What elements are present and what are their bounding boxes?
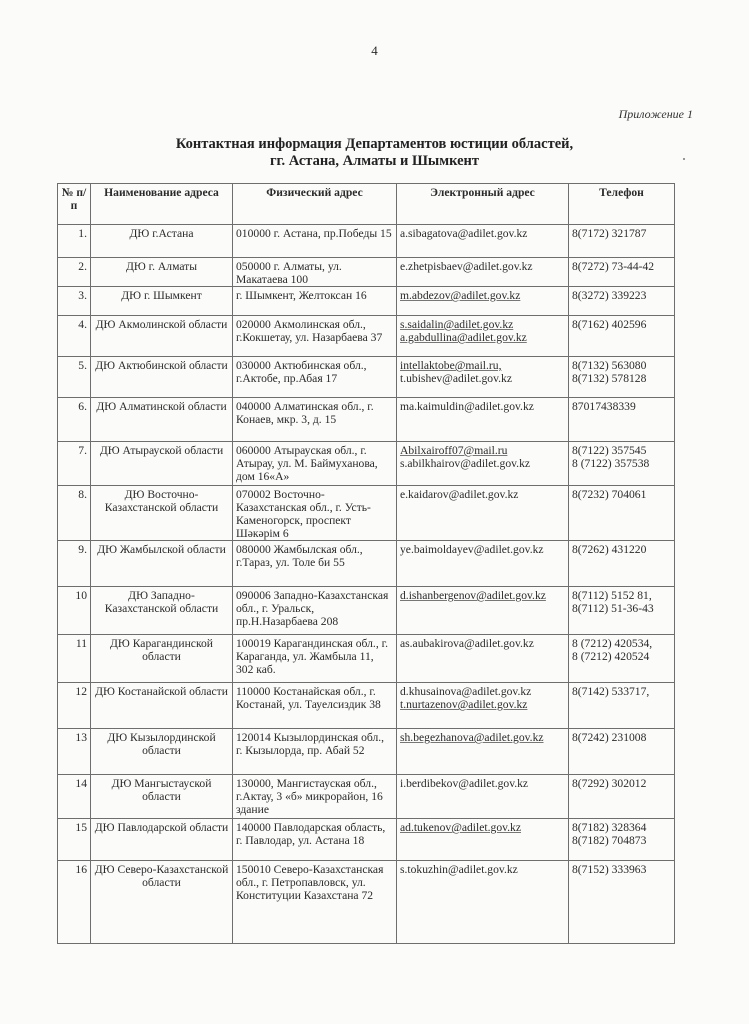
email-link[interactable]: t.nurtazenov@adilet.gov.kz <box>400 698 528 711</box>
physical-address: 030000 Актюбинская обл., г.Актобе, пр.Абая 17 <box>233 357 397 398</box>
department-name: ДЮ Западно-Казахстанской области <box>91 587 233 635</box>
email-link: i.berdibekov@adilet.gov.kz <box>400 777 529 790</box>
phone-cell <box>569 541 675 587</box>
phone-number: 8(7262) 431220 <box>572 543 647 556</box>
physical-address: 080000 Жамбылская обл., г.Тараз, ул. Толе би 55 <box>233 541 397 587</box>
phone-cell <box>569 398 675 442</box>
department-name: ДЮ г. Шымкент <box>91 287 233 316</box>
phone-number: 8(7172) 321787 <box>572 227 647 240</box>
phone-cell <box>569 861 675 944</box>
email-link[interactable]: ad.tukenov@adilet.gov.kz <box>400 821 521 834</box>
department-name: ДЮ Павлодарской области <box>91 819 233 861</box>
email-link[interactable]: a.gabdullina@adilet.gov.kz <box>400 331 527 344</box>
row-number: 4. <box>58 316 91 357</box>
row-number: 5. <box>58 357 91 398</box>
phone-cell <box>569 819 675 861</box>
phone-cell <box>569 442 675 486</box>
email-link[interactable]: s.saidalin@adilet.gov.kz <box>400 318 514 331</box>
contacts-table <box>57 183 675 944</box>
phone-number: 8(7242) 231008 <box>572 731 647 744</box>
phone-number: 8(7132) 578128 <box>572 372 647 385</box>
email-cell <box>397 775 569 819</box>
table-row <box>58 258 675 287</box>
page-number: 4 <box>371 43 378 58</box>
scan-speck <box>683 158 685 160</box>
department-name: ДЮ Восточно-Казахстанской области <box>91 486 233 541</box>
phone-number: 8(7142) 533717, <box>572 685 650 698</box>
email-link[interactable]: m.abdezov@adilet.gov.kz <box>400 289 521 302</box>
table-row <box>58 357 675 398</box>
physical-address: 130000, Мангистауская обл., г.Актау, 3 «б» микрорайон, 16 здание <box>233 775 397 819</box>
appendix-label: Приложение 1 <box>618 107 693 121</box>
table-body <box>58 225 675 944</box>
table-row <box>58 775 675 819</box>
header-phone: Телефон <box>569 184 675 225</box>
physical-address: 090006 Западно-Казахстанская обл., г. Уральск, пр.Н.Назарбаева 208 <box>233 587 397 635</box>
document-title <box>0 136 749 170</box>
header-email: Электронный адрес <box>397 184 569 225</box>
title-line-2: гг. Астана, Алматы и Шымкент <box>269 153 480 169</box>
department-name: ДЮ Мангыстауской области <box>91 775 233 819</box>
email-link: e.kaidarov@adilet.gov.kz <box>400 488 519 501</box>
row-number: 15 <box>58 819 91 861</box>
phone-number: 8(7152) 333963 <box>572 863 647 876</box>
email-link: d.khusainova@adilet.gov.kz <box>400 685 532 698</box>
table-row <box>58 587 675 635</box>
title-line-1: Контактная информация Департаментов юстиции областей, <box>175 136 574 152</box>
email-cell <box>397 683 569 729</box>
table-row <box>58 225 675 258</box>
email-cell <box>397 316 569 357</box>
department-name: ДЮ Северо-Казахстанской области <box>91 861 233 944</box>
email-cell <box>397 729 569 775</box>
row-number: 7. <box>58 442 91 486</box>
phone-number: 8(7292) 302012 <box>572 777 647 790</box>
email-cell <box>397 541 569 587</box>
email-cell <box>397 357 569 398</box>
table-row <box>58 861 675 944</box>
table-row <box>58 729 675 775</box>
email-link[interactable]: intellaktobe@mail.ru, <box>400 359 502 372</box>
phone-number: 8(7112) 51-36-43 <box>572 602 654 615</box>
row-number: 10 <box>58 587 91 635</box>
phone-cell <box>569 729 675 775</box>
physical-address: г. Шымкент, Желтоксан 16 <box>233 287 397 316</box>
phone-number: 87017438339 <box>572 400 636 413</box>
email-link: ma.kaimuldin@adilet.gov.kz <box>400 400 534 413</box>
department-name: ДЮ г. Алматы <box>91 258 233 287</box>
email-link: a.sibagatova@adilet.gov.kz <box>400 227 528 240</box>
row-number: 12 <box>58 683 91 729</box>
table-row <box>58 486 675 541</box>
phone-number: 8(7182) 704873 <box>572 834 647 847</box>
email-link: ye.baimoldayev@adilet.gov.kz <box>400 543 544 556</box>
email-cell <box>397 861 569 944</box>
physical-address: 040000 Алматинская обл., г. Конаев, мкр. 3, д. 15 <box>233 398 397 442</box>
row-number: 9. <box>58 541 91 587</box>
row-number: 11 <box>58 635 91 683</box>
phone-cell <box>569 587 675 635</box>
physical-address: 070002 Восточно-Казахстанская обл., г. Усть-Каменогорск, проспект Шәкәрім 6 <box>233 486 397 541</box>
phone-cell <box>569 775 675 819</box>
department-name: ДЮ г.Астана <box>91 225 233 258</box>
phone-number: 8(7182) 328364 <box>572 821 647 834</box>
physical-address: 060000 Атырауская обл., г. Атырау, ул. М. Баймуханова, дом 16«А» <box>233 442 397 486</box>
phone-number: 8(3272) 339223 <box>572 289 647 302</box>
email-link[interactable]: d.ishanbergenov@adilet.gov.kz <box>400 589 546 602</box>
physical-address: 010000 г. Астана, пр.Победы 15 <box>233 225 397 258</box>
email-link[interactable]: sh.begezhanova@adilet.gov.kz <box>400 731 544 744</box>
phone-cell <box>569 225 675 258</box>
row-number: 16 <box>58 861 91 944</box>
email-cell <box>397 258 569 287</box>
phone-number: 8(7162) 402596 <box>572 318 647 331</box>
email-cell <box>397 587 569 635</box>
phone-number: 8 (7212) 420524 <box>572 650 650 663</box>
physical-address: 100019 Карагандинская обл., г. Караганда, ул. Жамбыла 11, 302 каб. <box>233 635 397 683</box>
phone-number: 8(7132) 563080 <box>572 359 647 372</box>
table-row <box>58 287 675 316</box>
phone-number: 8(7232) 704061 <box>572 488 647 501</box>
department-name: ДЮ Акмолинской области <box>91 316 233 357</box>
table-header-row <box>58 184 675 225</box>
physical-address: 140000 Павлодарская область, г. Павлодар, ул. Астана 18 <box>233 819 397 861</box>
email-cell <box>397 635 569 683</box>
email-cell <box>397 398 569 442</box>
table-row <box>58 442 675 486</box>
physical-address: 110000 Костанайская обл., г. Костанай, ул. Тауелсиздик 38 <box>233 683 397 729</box>
header-name: Наименование адреса <box>91 184 233 225</box>
phone-cell <box>569 486 675 541</box>
row-number: 3. <box>58 287 91 316</box>
row-number: 14 <box>58 775 91 819</box>
email-link: s.abilkhairov@adilet.gov.kz <box>400 457 531 470</box>
table-row <box>58 398 675 442</box>
phone-number: 8(7112) 5152 81, <box>572 589 652 602</box>
email-link: as.aubakirova@adilet.gov.kz <box>400 637 534 650</box>
phone-cell <box>569 258 675 287</box>
table-row <box>58 635 675 683</box>
row-number: 1. <box>58 225 91 258</box>
row-number: 13 <box>58 729 91 775</box>
phone-number: 8 (7122) 357538 <box>572 457 650 470</box>
email-link[interactable]: Abilxairoff07@mail.ru <box>400 444 508 457</box>
physical-address: 050000 г. Алматы, ул. Макатаева 100 <box>233 258 397 287</box>
phone-cell <box>569 287 675 316</box>
physical-address: 150010 Северо-Казахстанская обл., г. Петропавловск, ул. Конституции Казахстана 72 <box>233 861 397 944</box>
department-name: ДЮ Актюбинской области <box>91 357 233 398</box>
row-number: 8. <box>58 486 91 541</box>
table-row <box>58 316 675 357</box>
table-row <box>58 819 675 861</box>
department-name: ДЮ Кызылординской области <box>91 729 233 775</box>
email-link: s.tokuzhin@adilet.gov.kz <box>400 863 518 876</box>
phone-cell <box>569 683 675 729</box>
table-row <box>58 541 675 587</box>
header-num: № п/п <box>58 184 91 225</box>
email-cell <box>397 819 569 861</box>
phone-number: 8 (7212) 420534, <box>572 637 653 650</box>
row-number: 6. <box>58 398 91 442</box>
phone-number: 8(7122) 357545 <box>572 444 647 457</box>
header-address: Физический адрес <box>233 184 397 225</box>
physical-address: 120014 Кызылординская обл., г. Кызылорда, пр. Абай 52 <box>233 729 397 775</box>
department-name: ДЮ Жамбылской области <box>91 541 233 587</box>
phone-cell <box>569 316 675 357</box>
department-name: ДЮ Атырауской области <box>91 442 233 486</box>
email-cell <box>397 287 569 316</box>
email-cell <box>397 225 569 258</box>
email-cell <box>397 486 569 541</box>
physical-address: 020000 Акмолинская обл., г.Кокшетау, ул. Назарбаева 37 <box>233 316 397 357</box>
email-cell <box>397 442 569 486</box>
department-name: ДЮ Карагандинской области <box>91 635 233 683</box>
phone-cell <box>569 635 675 683</box>
phone-cell <box>569 357 675 398</box>
row-number: 2. <box>58 258 91 287</box>
department-name: ДЮ Алматинской области <box>91 398 233 442</box>
email-link: e.zhetpisbaev@adilet.gov.kz <box>400 260 533 273</box>
phone-number: 8(7272) 73-44-42 <box>572 260 655 273</box>
table-row <box>58 683 675 729</box>
email-link: t.ubishev@adilet.gov.kz <box>400 372 512 385</box>
department-name: ДЮ Костанайской области <box>91 683 233 729</box>
